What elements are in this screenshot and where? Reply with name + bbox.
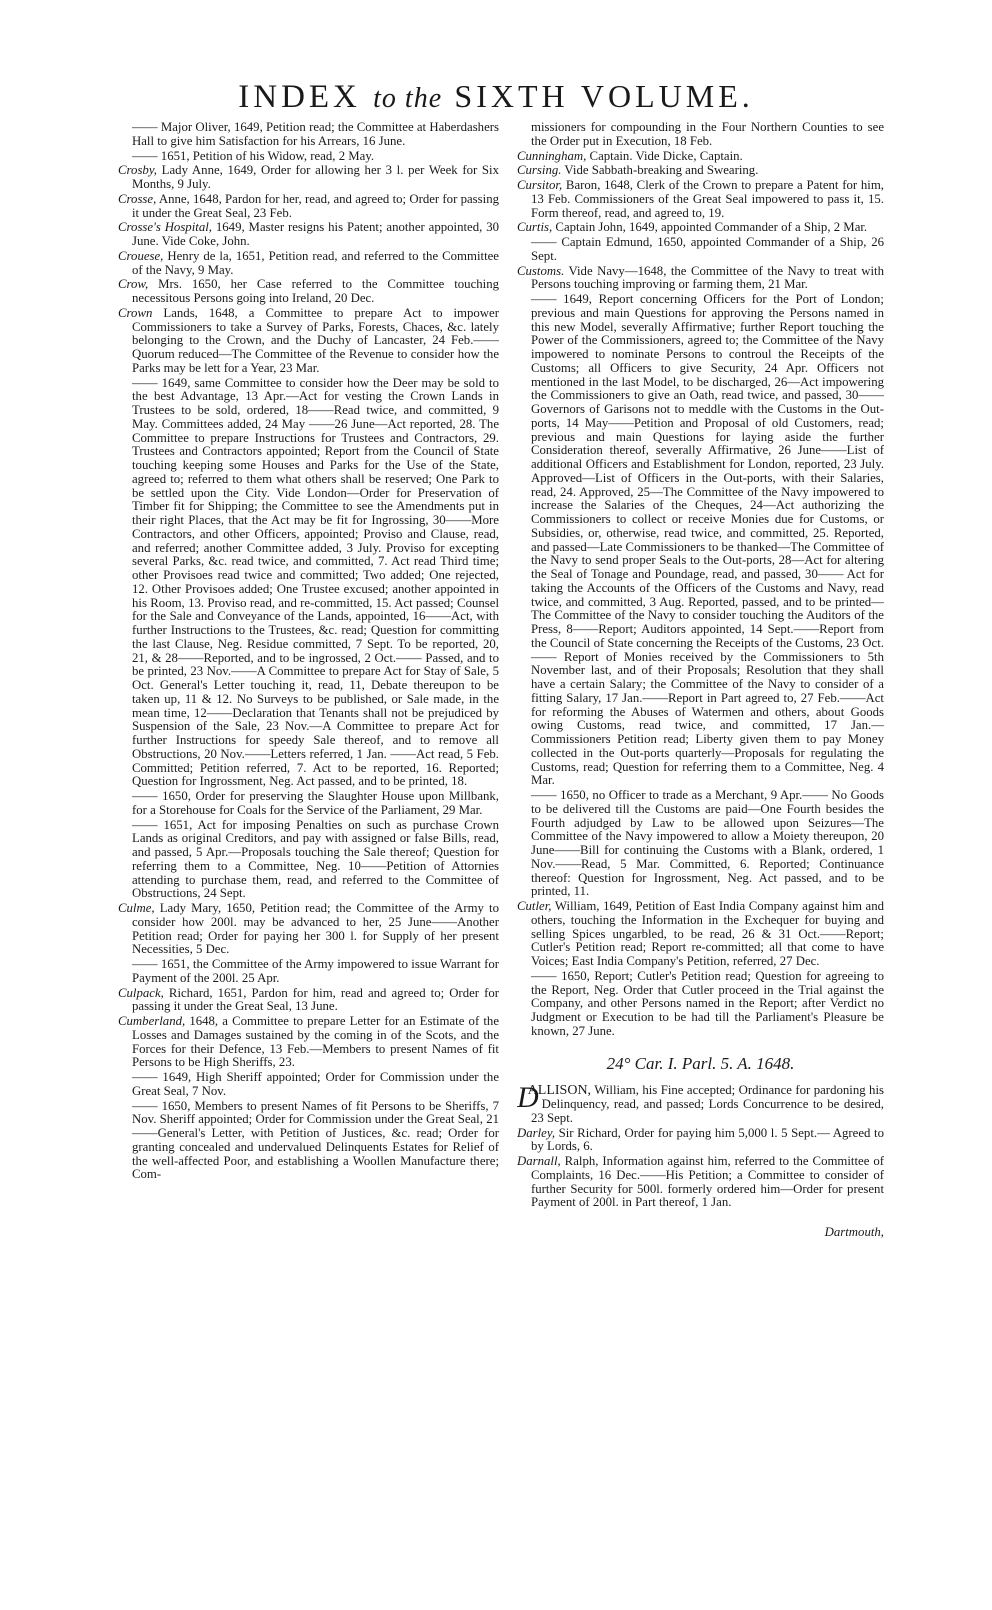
entry-text: —— 1650, Order for preserving the Slaughter House upon Millbank, for a Storehouse for Coals for the Service of the Parliament, 29 Mar. — [132, 789, 499, 817]
entry-text: Sir Richard, Order for paying him 5,000 l. 5 Sept.— Agreed to by Lords, 6. — [531, 1125, 884, 1154]
entry-headword: Cumberland, — [118, 1014, 186, 1028]
index-entry — [517, 221, 884, 235]
right-column-entries — [517, 121, 884, 1039]
index-entry — [517, 164, 884, 178]
entry-text: —— 1651, the Committee of the Army impowered to issue Warrant for Payment of the 200l. 25 Apr. — [132, 957, 499, 985]
entry-headword: Crosse's Hospital, — [118, 220, 212, 235]
entry-text: Henry de la, 1651, Petition read, and referred to the Committee of the Navy, 9 May. — [132, 248, 499, 277]
entry-text: 1648, a Committee to prepare Letter for an Estimate of the Losses and Damages sustained by the coming in of the Scots, and the Forces for their Defence, 13 Feb.—Members to present Names of fit Persons to be High Sheriffs, 23. — [132, 1014, 499, 1070]
index-entry — [118, 377, 499, 790]
entry-text: William, 1649, Petition of East India Company against him and others, touching the Information in the Exchequer for buying and selling Spices ungarbled, to be read, 26 & 31 Oct.——Report; Cutler's Petition read; Report re-committed; all that come to have Voices; East India Company's Petition, referred, 27 Dec. — [531, 899, 884, 968]
entry-text: Anne, 1648, Pardon for her, read, and agreed to; Order for passing it under the Great Seal, 23 Feb. — [132, 191, 499, 220]
entry-text: —— 1651, Petition of his Widow, read, 2 May. — [132, 148, 375, 163]
index-entry — [118, 150, 499, 164]
entry-text: Lady Anne, 1649, Order for allowing her 3 l. per Week for Six Months, 9 July. — [132, 163, 499, 191]
right-column — [517, 121, 884, 1591]
index-entry — [118, 1100, 499, 1183]
header-volume: VOLUME. — [580, 78, 754, 114]
header-index: INDEX — [238, 79, 361, 115]
entry-headword: Cutler, — [517, 899, 552, 913]
entry-headword: Culpack, — [118, 985, 164, 1000]
index-entry — [517, 970, 884, 1039]
entry-headword: Curtis, — [517, 220, 553, 235]
entry-text: —— 1649, High Sheriff appointed; Order for Commission under the Great Seal, 7 Nov. — [132, 1070, 499, 1098]
entry-headword: Crouese, — [118, 248, 164, 263]
entry-text: Lands, 1648, a Committee to prepare Act to impower Commissioners to take a Survey of Parks, Forests, Chaces, &c. lately belonging to the Crown, and the Duchy of Lancaster, 24 Feb.——Quorum reduced—The Committee of the Revenue to consider how the Parks may be lett for a Year, 23 Mar. — [132, 305, 499, 375]
index-entry — [118, 790, 499, 818]
index-entry — [517, 179, 884, 220]
parliament-heading: 24° Car. I. Parl. 5. A. 1648. — [606, 1053, 795, 1073]
header-to-the: to the — [373, 83, 443, 114]
entry-headword: Culme, — [118, 901, 155, 915]
index-entry — [118, 221, 499, 249]
entry-text: Richard, 1651, Pardon for him, read and agreed to; Order for passing it under the Great Seal, 13 June. — [132, 985, 499, 1014]
entry-headword: Cunningham, — [517, 148, 587, 163]
index-entry — [118, 193, 499, 221]
index-entry — [118, 307, 499, 376]
entry-text: —— 1650, Members to present Names of fit Persons to be Sheriffs, 7 Nov. Sheriff appointed; Order for Commission under the Great Seal, 21——General's Letter, with Petition of Justices, &c. read; Order for granting concealed and undervalued Delinquents Estates for Relief of the well-affected Poor, and establishing a Woollen Manufacture there; Com- — [132, 1098, 499, 1182]
index-entry — [118, 121, 499, 149]
right-column-tail — [517, 1127, 884, 1211]
catchword: Dartmouth, — [824, 1225, 884, 1239]
entry-text: Vide Navy—1648, the Committee of the Navy to treat with Persons touching improving or farming them, 21 Mar. — [531, 263, 884, 292]
entry-text: Baron, 1648, Clerk of the Crown to prepare a Patent for him, 13 Feb. Commissioners of the Great Seal impowered to pass it, 15. Form thereof, read, and agreed to, 19. — [531, 178, 884, 220]
entry-text: Mrs. 1650, her Case referred to the Committee touching necessitous Persons going into Ireland, 20 Dec. — [132, 277, 499, 305]
left-column — [118, 121, 499, 1591]
index-entry — [118, 278, 499, 306]
entry-headword: Crown — [118, 305, 153, 320]
entry-headword: Cursitor, — [517, 178, 563, 192]
entry-text: Captain. Vide Dicke, Captain. — [586, 148, 743, 163]
entry-text: Ralph, Information against him, referred to the Committee of Complaints, 16 Dec.——His Petition; a Committee to consider of further Security for 500l. formerly ordered him—Order for present Payment of 200l. in Part thereof, 1 Jan. — [531, 1154, 884, 1210]
entry-text: —— 1649, same Committee to consider how the Deer may be sold to the best Advantage, 13 Apr.—Act for vesting the Crown Lands in Trustees to be sold, ordered, 18——Read twice, and committed, 9 May. Committees added, 24 May ——26 June—Act reported, 28. The Committee to prepare Instructions for Trustees and Contractors, 29. Trustees and Contractors appointed; Report from the Council of State touching keeping some Houses and Parks for the Use of the State, agreed to; referred to them what others shall be reserved; One Park to be settled upon the City. Vide London—Order for Preservation of Timber fit for Shipping; the Committee to see the Amendments put in their right Places, that the Act may be fit for Ingrossing, 30——More Contractors, and other Officers, appointed; Proviso and Clause, read, and referred; another Committee added, 3 July. Proviso for excepting several Parks, &c. read twice, and committed, 7. Act read Third time; other Provisoes read twice and committed; Two added; One rejected, 12. Other Provisoes added; One Trustee excused; another appointed in his Room, 13. Proviso read, and re-committed, 15. Act passed; Counsel for the Sale and Conveyance of the Lands, appointed, 16——Act, with further Instructions to the Trustees, &c. read; Question for committing the last Clause, Neg. Residue committed, 7 Sept. To be reported, 20, 21, & 28——Reported, and to be ingrossed, 2 Oct.—— Passed, and to be printed, 23 Nov.——A Committee to prepare Act for Stay of Sale, 5 Oct. General's Letter touching it, read, 11, Debate thereupon to be taken up, 11 & 12. No Surveys to be published, or Sale made, in the mean time, 12——Declaration that Tenants shall not be prejudiced by Suspension of the Sale, 23 Nov.—A Committee to prepare Act for further Instructions for speedy Sale thereof, and to remove all Obstructions, 20 Nov.——Letters referred, 1 Jan. ——Act read, 5 Feb. Committed; Petition referred, 7. Act to be reported, 16. Reported; Question for Ingrossment, Neg. Act passed, and to be printed, 18. — [132, 375, 499, 789]
index-entry — [517, 1127, 884, 1155]
index-entry — [517, 265, 884, 293]
index-entry — [517, 236, 884, 264]
index-entry — [118, 987, 499, 1015]
entry-headword: Customs. — [517, 263, 565, 278]
entry-text: —— Major Oliver, 1649, Petition read; the Committee at Haberdashers Hall to give him Satisfaction for his Arrears, 16 June. — [132, 121, 499, 148]
page-header — [0, 78, 992, 116]
index-entry — [118, 1071, 499, 1099]
index-entry — [517, 293, 884, 788]
entry-headword: Darley, — [517, 1125, 556, 1140]
entry-headword: Crosse, — [118, 191, 157, 206]
entry-text: —— 1650, Report; Cutler's Petition read; Question for agreeing to the Report, Neg. Order that Cutler proceed in the Trial against the Company, and other Persons named in the Report; after Verdict no Judgment or Execution to be had till the Parliament's Pleasure be known, 27 June. — [531, 968, 884, 1038]
entry-headword: Darnall, — [517, 1154, 561, 1168]
entry-headword: Crow, — [118, 277, 149, 292]
index-entry — [517, 789, 884, 899]
index-entry — [517, 1155, 884, 1210]
entry-text: William, his Fine accepted; Ordinance for pardoning his Delinquency, read, and passed; Lords Concurrence to be desired, 23 Sept. — [531, 1083, 884, 1125]
dropcap-letter: D — [517, 1081, 539, 1115]
index-entry-dalison — [517, 1081, 884, 1125]
entry-text: —— 1649, Report concerning Officers for the Port of London; previous and main Questions for approving the Persons named in this new Model, severally Affirmative; further Report touching the Power of the Commissioners, agreed to; the Committee of the Navy impowered to nominate Persons to controul the Receipts of the Customs; all Officers to give Security, 24 Apr. Officers not mentioned in the last Model, to be discharged, 26—Act impowering the Commissioners to give an Oath, read twice, and passed, 30——Governors of Garisons not to meddle with the Customs in the Out-ports, 14 May——Petition and Proposal of old Customers, read; previous and main Questions for laying aside the further Consideration thereof, severally Affirmative, 26 June——List of additional Officers and Establishment for London, reported, 23 July. Approved—List of Officers in the Out-ports, with their Salaries, read, 24. Approved, 25—The Committee of the Navy impowered to increase the Salaries of the Cheques, 24—Act authorizing the Commissioners to collect or receive Monies due for Customs, or Subsidies, or, otherwise, read twice, and committed, 25. Reported, and passed—Late Commissioners to be thanked—The Committee of the Navy to send proper Seals to the Out-ports, 28—Act for altering the Seal of Tonage and Poundage, read, and passed, 30—— Act for taking the Accounts of the Officers of the Customs and Navy, read twice, and committed, 3 Aug. Reported, passed, and to be printed—The Committee of the Navy to consider touching the Auditors of the Press, 8——Report; Auditors appointed, 14 Sept.——Report from the Council of State concerning the Receipts of the Customs, 23 Oct.—— Report of Monies received by the Commissioners to 5th November last, and of their Proposals; Resolution that they shall have a certain Salary; the Committee of the Navy to consider of a fitting Salary, 17 Jan.——Report in Part agreed to, 27 Feb.——Act for reforming the Abuses of Watermen and others, about Goods owing Customs, read twice, and committed, 17 Jan.—Commissioners Petition read; Liberty given them to pay Money collected in the Out-ports quarterly—Proposals for regulating the Customs, read; Question for referring them to a Committee, Neg. 4 Mar. — [531, 292, 884, 788]
entry-headword: ALLISON, — [527, 1083, 592, 1099]
entry-text: Captain John, 1649, appointed Commander of a Ship, 2 Mar. — [552, 220, 868, 235]
index-entry — [118, 902, 499, 957]
entry-text: —— Captain Edmund, 1650, appointed Commander of a Ship, 26 Sept. — [531, 235, 884, 263]
index-entry — [118, 250, 499, 278]
index-entry — [118, 819, 499, 902]
index-entry — [118, 958, 499, 986]
entry-headword: Crosby, — [118, 163, 157, 178]
entry-headword: Cursing. — [517, 163, 562, 178]
index-entry — [517, 121, 884, 149]
index-entry — [517, 150, 884, 164]
entry-text: Lady Mary, 1650, Petition read; the Committee of the Army to consider how 200l. may be advanced to her, 25 June——Another Petition read; Order for paying her 300 l. for Supply of her present Necessities, 5 Dec. — [132, 901, 499, 957]
entry-text: missioners for compounding in the Four Northern Counties to see the Order put in Execution, 18 Feb. — [531, 121, 884, 148]
entry-text: —— 1650, no Officer to trade as a Merchant, 9 Apr.—— No Goods to be delivered till the Customs are paid—One Fourth besides the Fourth adjudged by Law to be allowed upon Seizures—The Committee of the Navy impowered to allow a Moiety thereupon, 20 June——Bill for continuing the Customs with a Blank, ordered, 1 Nov.——Read, 5 Mar. Committed, 6. Reported; Continuance thereof: Question for Ingrossment, Neg. Act passed, and to be printed, 11. — [531, 788, 884, 899]
index-entry — [118, 1015, 499, 1070]
entry-text: 1649, Master resigns his Patent; another appointed, 30 June. Vide Coke, John. — [132, 220, 499, 248]
entry-text: Vide Sabbath-breaking and Swearing. — [561, 163, 759, 178]
index-entry — [118, 164, 499, 192]
index-entry — [517, 900, 884, 969]
header-sixth: SIXTH — [454, 78, 569, 114]
entry-text: —— 1651, Act for imposing Penalties on such as purchase Crown Lands as original Creditors, and pay with assigned or false Bills, read, and passed, 5 Apr.—Proposals touching the Sale thereof; Question for referring them to a Committee, Neg. 10——Petition of Attornies attending to purchase them, read, and referred to the Committee of Obstructions, 24 Sept. — [132, 817, 499, 901]
